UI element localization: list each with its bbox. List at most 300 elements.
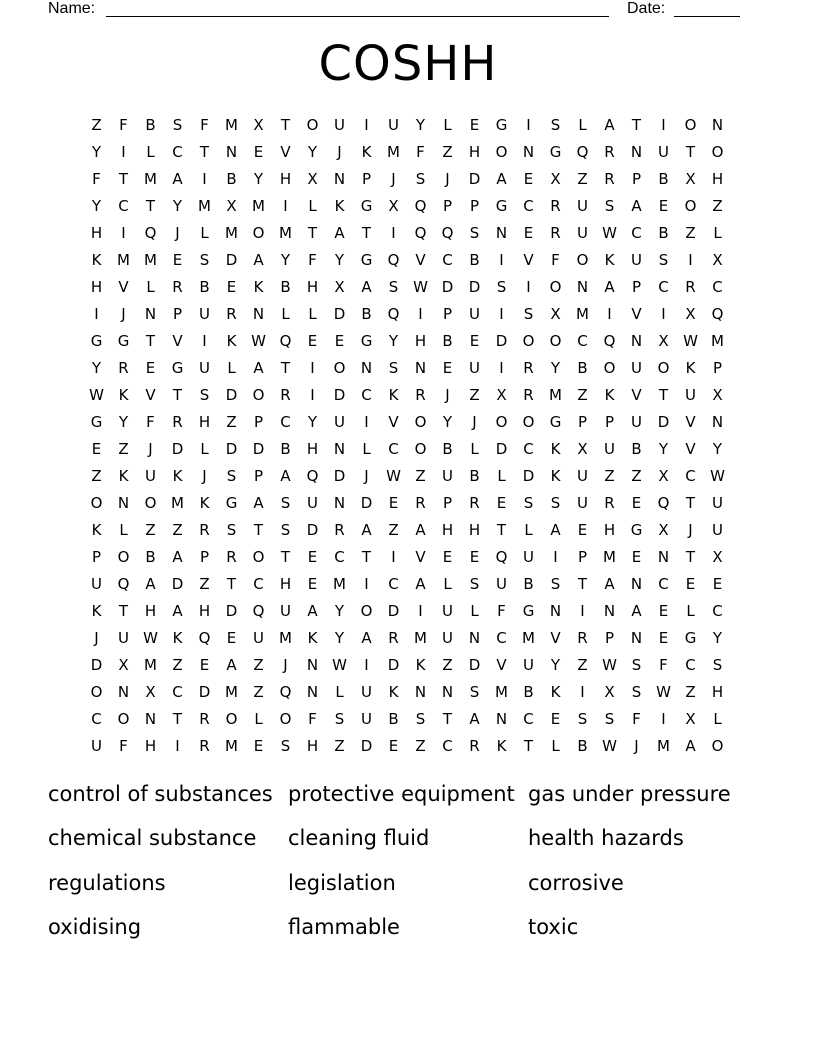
grid-letter: F [146, 413, 155, 431]
grid-letter: D [333, 386, 346, 404]
grid-letter: K [334, 197, 345, 215]
grid-letter: R [550, 224, 561, 242]
grid-letter: E [469, 548, 480, 566]
grid-letter: A [361, 629, 372, 647]
grid-letter: S [226, 521, 237, 539]
grid-letter: U [469, 359, 480, 377]
grid-letter: Z [388, 521, 399, 539]
grid-row [83, 220, 731, 247]
grid-letter: Z [172, 656, 183, 674]
grid-letter: T [118, 602, 129, 620]
grid-letter: O [117, 710, 130, 728]
grid-letter: J [688, 521, 693, 539]
grid-letter: M [333, 575, 346, 593]
grid-letter: L [335, 683, 344, 701]
grid-letter: M [279, 224, 292, 242]
grid-letter: M [225, 737, 238, 755]
grid-letter: U [199, 305, 210, 323]
grid-letter: A [685, 737, 696, 755]
grid-letter: E [658, 629, 669, 647]
grid-letter: I [391, 224, 396, 242]
grid-letter: A [334, 224, 345, 242]
grid-letter: Q [144, 224, 157, 242]
grid-letter: Z [253, 656, 264, 674]
grid-letter: E [172, 251, 183, 269]
grid-letter: X [550, 170, 561, 188]
word-list-item: corrosive [528, 871, 624, 895]
grid-letter: S [604, 197, 615, 215]
grid-letter: Y [253, 170, 264, 188]
grid-letter: M [495, 683, 508, 701]
grid-letter: P [577, 413, 588, 431]
grid-letter: R [604, 143, 615, 161]
grid-letter: L [443, 575, 452, 593]
grid-letter: S [631, 656, 642, 674]
grid-letter: X [712, 251, 723, 269]
grid-letter: S [712, 656, 723, 674]
grid-letter: A [172, 548, 183, 566]
grid-letter: M [198, 197, 211, 215]
grid-letter: T [685, 143, 696, 161]
grid-row [83, 733, 731, 760]
grid-letter: D [90, 656, 103, 674]
grid-letter: U [712, 494, 723, 512]
grid-letter: P [577, 548, 588, 566]
grid-letter: D [225, 251, 238, 269]
word-list-item: protective equipment [288, 782, 515, 806]
grid-letter: O [117, 548, 130, 566]
grid-row [83, 436, 731, 463]
grid-letter: C [280, 413, 291, 431]
grid-letter: O [414, 440, 427, 458]
grid-letter: M [117, 251, 130, 269]
grid-letter: L [200, 224, 209, 242]
grid-letter: T [361, 548, 372, 566]
grid-letter: D [387, 602, 400, 620]
grid-letter: G [225, 494, 238, 512]
grid-letter: P [712, 359, 723, 377]
grid-letter: P [442, 494, 453, 512]
grid-letter: D [360, 494, 373, 512]
grid-letter: Y [712, 629, 723, 647]
grid-letter: D [360, 737, 373, 755]
grid-letter: K [361, 143, 372, 161]
word-list-item: chemical substance [48, 826, 257, 850]
grid-letter: R [226, 305, 237, 323]
grid-letter: R [334, 521, 345, 539]
grid-letter: X [388, 197, 399, 215]
grid-letter: I [202, 332, 207, 350]
grid-letter: Y [91, 143, 102, 161]
grid-letter: L [308, 197, 317, 215]
grid-letter: J [283, 656, 288, 674]
grid-letter: Y [280, 251, 291, 269]
grid-letter: S [658, 251, 669, 269]
grid-letter: Z [631, 467, 642, 485]
grid-letter: E [631, 494, 642, 512]
grid-letter: N [711, 413, 724, 431]
grid-letter: R [199, 521, 210, 539]
grid-letter: D [333, 467, 346, 485]
grid-letter: I [121, 224, 126, 242]
grid-letter: Y [91, 359, 102, 377]
grid-letter: X [658, 332, 669, 350]
grid-letter: P [469, 197, 480, 215]
grid-letter: V [280, 143, 291, 161]
grid-letter: Y [334, 629, 345, 647]
grid-letter: M [252, 197, 265, 215]
grid-letter: I [688, 251, 693, 269]
grid-letter: I [94, 305, 99, 323]
grid-letter: T [280, 359, 291, 377]
grid-letter: Z [253, 683, 264, 701]
grid-letter: W [602, 656, 617, 674]
grid-letter: Z [334, 737, 345, 755]
grid-letter: R [550, 197, 561, 215]
grid-letter: E [253, 737, 264, 755]
worksheet-header [48, 0, 748, 22]
grid-letter: S [604, 710, 615, 728]
grid-letter: U [361, 683, 372, 701]
grid-row [83, 139, 731, 166]
grid-letter: J [148, 440, 153, 458]
grid-letter: E [442, 359, 453, 377]
grid-letter: K [307, 629, 318, 647]
grid-letter: H [198, 602, 211, 620]
grid-letter: B [523, 575, 534, 593]
grid-letter: L [524, 521, 533, 539]
grid-letter: L [254, 710, 263, 728]
grid-letter: K [388, 683, 399, 701]
grid-letter: P [631, 278, 642, 296]
grid-letter: U [334, 116, 345, 134]
grid-letter: A [550, 521, 561, 539]
grid-letter: X [496, 386, 507, 404]
grid-letter: M [144, 170, 157, 188]
grid-letter: Y [388, 332, 399, 350]
grid-row [83, 490, 731, 517]
grid-letter: A [604, 116, 615, 134]
grid-letter: X [226, 197, 237, 215]
grid-letter: Z [118, 440, 129, 458]
grid-letter: H [279, 170, 292, 188]
grid-letter: O [333, 359, 346, 377]
grid-letter: I [364, 116, 369, 134]
grid-letter: B [199, 278, 210, 296]
grid-letter: Z [415, 467, 426, 485]
grid-letter: W [683, 332, 698, 350]
grid-letter: M [414, 629, 427, 647]
grid-letter: S [280, 521, 291, 539]
grid-letter: N [144, 305, 157, 323]
grid-letter: E [523, 224, 534, 242]
grid-letter: C [388, 575, 399, 593]
grid-letter: R [172, 278, 183, 296]
grid-letter: P [199, 548, 210, 566]
grid-letter: J [121, 305, 126, 323]
grid-letter: S [415, 710, 426, 728]
grid-letter: H [711, 683, 724, 701]
grid-letter: S [577, 710, 588, 728]
grid-row [83, 625, 731, 652]
grid-letter: S [199, 251, 210, 269]
word-list-item: oxidising [48, 915, 142, 939]
grid-letter: K [172, 629, 183, 647]
grid-letter: C [253, 575, 264, 593]
grid-letter: C [658, 278, 669, 296]
grid-letter: M [549, 386, 562, 404]
grid-letter: G [171, 359, 184, 377]
grid-letter: G [90, 332, 103, 350]
grid-letter: Q [387, 305, 400, 323]
grid-letter: D [657, 413, 670, 431]
grid-letter: P [442, 305, 453, 323]
grid-letter: T [307, 224, 318, 242]
grid-letter: X [118, 656, 129, 674]
grid-letter: C [442, 251, 453, 269]
word-list-item: gas under pressure [528, 782, 731, 806]
grid-letter: M [225, 683, 238, 701]
grid-letter: K [415, 656, 426, 674]
grid-letter: H [414, 332, 427, 350]
grid-letter: G [495, 116, 508, 134]
grid-letter: O [549, 278, 562, 296]
grid-letter: D [495, 440, 508, 458]
letter-grid [83, 112, 731, 760]
grid-letter: B [442, 440, 453, 458]
grid-letter: B [577, 737, 588, 755]
grid-letter: A [361, 521, 372, 539]
grid-letter: U [685, 386, 696, 404]
grid-letter: V [118, 278, 129, 296]
grid-letter: U [442, 602, 453, 620]
grid-letter: V [685, 440, 696, 458]
grid-letter: N [333, 170, 346, 188]
grid-letter: N [333, 440, 346, 458]
grid-letter: C [523, 440, 534, 458]
grid-letter: X [253, 116, 264, 134]
grid-letter: D [495, 332, 508, 350]
grid-letter: K [550, 683, 561, 701]
grid-letter: U [145, 467, 156, 485]
grid-letter: C [496, 629, 507, 647]
grid-letter: R [118, 359, 129, 377]
grid-letter: H [306, 737, 319, 755]
grid-letter: L [281, 305, 290, 323]
grid-letter: S [523, 494, 534, 512]
grid-letter: M [657, 737, 670, 755]
grid-letter: M [522, 629, 535, 647]
grid-letter: K [91, 521, 102, 539]
grid-letter: U [442, 467, 453, 485]
grid-letter: E [685, 575, 696, 593]
grid-letter: O [90, 494, 103, 512]
grid-letter: U [118, 629, 129, 647]
grid-letter: G [117, 332, 130, 350]
grid-letter: C [172, 143, 183, 161]
grid-letter: I [364, 656, 369, 674]
grid-letter: N [414, 359, 427, 377]
grid-letter: L [578, 116, 587, 134]
grid-letter: C [577, 332, 588, 350]
grid-letter: A [253, 251, 264, 269]
grid-letter: U [91, 575, 102, 593]
grid-letter: G [522, 602, 535, 620]
grid-letter: F [119, 116, 128, 134]
grid-letter: I [661, 116, 666, 134]
grid-letter: F [308, 251, 317, 269]
grid-letter: E [226, 629, 237, 647]
grid-letter: J [175, 224, 180, 242]
grid-letter: U [361, 710, 372, 728]
grid-letter: S [334, 710, 345, 728]
grid-letter: O [495, 413, 508, 431]
grid-letter: K [118, 467, 129, 485]
grid-letter: S [388, 278, 399, 296]
grid-row [83, 355, 731, 382]
grid-letter: R [604, 170, 615, 188]
grid-letter: U [523, 656, 534, 674]
grid-letter: T [631, 116, 642, 134]
grid-letter: U [712, 521, 723, 539]
grid-letter: Y [550, 656, 561, 674]
grid-row [83, 571, 731, 598]
grid-letter: E [523, 170, 534, 188]
date-field-line [674, 16, 740, 17]
grid-letter: S [550, 494, 561, 512]
grid-letter: O [576, 251, 589, 269]
grid-letter: O [252, 386, 265, 404]
grid-letter: O [549, 332, 562, 350]
grid-letter: N [117, 494, 130, 512]
grid-letter: G [684, 629, 697, 647]
grid-letter: F [551, 251, 560, 269]
grid-letter: T [658, 386, 669, 404]
grid-letter: M [225, 224, 238, 242]
word-list-item: toxic [528, 915, 579, 939]
grid-letter: S [523, 305, 534, 323]
grid-letter: Z [604, 467, 615, 485]
grid-letter: Y [172, 197, 183, 215]
grid-letter: Z [172, 521, 183, 539]
grid-letter: X [685, 710, 696, 728]
grid-letter: A [307, 602, 318, 620]
grid-letter: O [495, 143, 508, 161]
grid-letter: Y [442, 413, 453, 431]
grid-letter: N [495, 710, 508, 728]
grid-row [83, 247, 731, 274]
grid-letter: L [200, 440, 209, 458]
grid-letter: J [202, 467, 207, 485]
grid-letter: I [391, 548, 396, 566]
grid-letter: Q [441, 224, 454, 242]
grid-letter: A [361, 278, 372, 296]
page-title: COSHH [318, 36, 498, 92]
grid-letter: K [388, 386, 399, 404]
grid-row [83, 193, 731, 220]
grid-letter: K [604, 386, 615, 404]
grid-letter: U [388, 116, 399, 134]
grid-letter: E [388, 494, 399, 512]
grid-letter: F [308, 710, 317, 728]
grid-letter: N [333, 494, 346, 512]
grid-letter: T [523, 737, 534, 755]
grid-letter: Z [577, 656, 588, 674]
grid-letter: P [361, 170, 372, 188]
grid-row [83, 409, 731, 436]
grid-letter: T [685, 548, 696, 566]
grid-letter: R [469, 494, 480, 512]
grid-letter: C [523, 710, 534, 728]
grid-letter: D [171, 440, 184, 458]
grid-letter: C [685, 656, 696, 674]
grid-letter: J [337, 143, 342, 161]
grid-letter: T [145, 197, 156, 215]
grid-letter: B [577, 359, 588, 377]
grid-letter: U [658, 143, 669, 161]
grid-letter: I [418, 305, 423, 323]
grid-letter: E [307, 575, 318, 593]
grid-letter: L [470, 440, 479, 458]
grid-letter: U [577, 197, 588, 215]
grid-letter: N [630, 575, 643, 593]
grid-letter: I [283, 197, 288, 215]
grid-letter: L [227, 359, 236, 377]
grid-letter: K [199, 494, 210, 512]
grid-letter: C [712, 602, 723, 620]
grid-letter: B [658, 170, 669, 188]
grid-letter: K [226, 332, 237, 350]
grid-letter: G [360, 332, 373, 350]
grid-letter: H [90, 278, 103, 296]
grid-letter: W [332, 656, 347, 674]
grid-letter: T [172, 386, 183, 404]
grid-letter: O [90, 683, 103, 701]
grid-letter: J [391, 170, 396, 188]
word-list-item: health hazards [528, 826, 684, 850]
name-field-line [106, 16, 609, 17]
grid-letter: O [657, 359, 670, 377]
grid-letter: P [604, 413, 615, 431]
grid-letter: V [145, 386, 156, 404]
grid-letter: U [199, 359, 210, 377]
grid-letter: V [523, 251, 534, 269]
grid-letter: N [549, 602, 562, 620]
grid-letter: N [144, 710, 157, 728]
grid-letter: L [713, 224, 722, 242]
grid-letter: O [603, 359, 616, 377]
grid-letter: A [226, 656, 237, 674]
grid-letter: N [441, 683, 454, 701]
grid-letter: E [307, 332, 318, 350]
grid-letter: D [252, 440, 265, 458]
grid-letter: K [550, 440, 561, 458]
grid-letter: F [416, 143, 425, 161]
grid-letter: S [550, 575, 561, 593]
grid-letter: O [414, 413, 427, 431]
grid-letter: L [497, 467, 506, 485]
grid-letter: Y [334, 251, 345, 269]
grid-letter: S [199, 386, 210, 404]
grid-letter: B [631, 440, 642, 458]
grid-letter: A [415, 575, 426, 593]
grid-letter: H [603, 521, 616, 539]
grid-letter: H [279, 575, 292, 593]
grid-letter: K [91, 251, 102, 269]
grid-letter: Z [685, 683, 696, 701]
grid-letter: O [225, 710, 238, 728]
grid-row [83, 382, 731, 409]
